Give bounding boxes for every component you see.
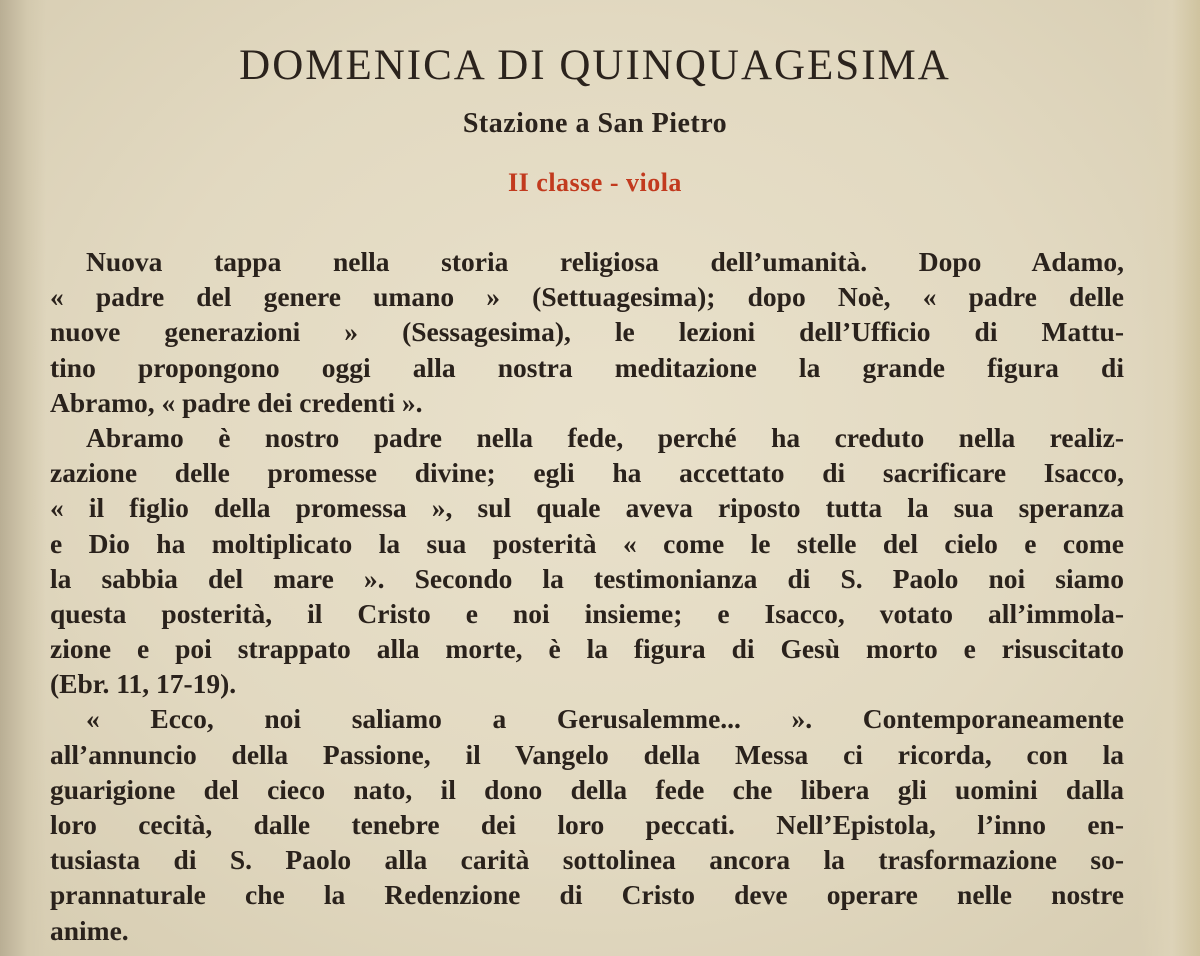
text-line: anime.: [50, 914, 129, 946]
text-line: tusiasta di S. Paolo alla carità sottolinea ancora la trasformazione so-: [50, 844, 1124, 876]
text-line: questa posterità, il Cristo e noi insieme; e Isacco, votato all’immola-: [50, 597, 1124, 629]
liturgical-class-rubric: II classe - viola: [508, 168, 682, 197]
text-line: guarigione del cieco nato, il dono della fede che libera gli uomini dalla: [50, 773, 1124, 805]
text-line: la sabbia del mare ». Secondo la testimonianza di S. Paolo noi siamo: [50, 562, 1124, 594]
text-line: « Ecco, noi saliamo a Gerusalemme... ». Contemporaneamente: [86, 703, 1124, 735]
text-line: nuove generazioni » (Sessagesima), le lezioni dell’Ufficio di Mattu-: [50, 316, 1124, 348]
text-line: prannaturale che la Redenzione di Cristo deve operare nelle nostre: [50, 879, 1124, 911]
text-line: all’annuncio della Passione, il Vangelo della Messa ci ricorda, con la: [50, 738, 1124, 770]
text-line: e Dio ha moltiplicato la sua posterità « come le stelle del cielo e come: [50, 527, 1124, 559]
text-line: zione e poi strappato alla morte, è la figura di Gesù morto e risuscitato: [50, 633, 1124, 665]
body-text: [50, 244, 1124, 948]
text-line: tino propongono oggi alla nostra meditazione la grande figura di: [50, 351, 1124, 383]
text-line: Nuova tappa nella storia religiosa dell’umanità. Dopo Adamo,: [86, 246, 1124, 277]
page-edge-shadow: [1138, 0, 1200, 956]
paragraph-3: [50, 701, 1124, 947]
text-line: loro cecità, dalle tenebre dei loro peccati. Nell’Epistola, l’inno en-: [50, 809, 1124, 840]
text-line: Abramo è nostro padre nella fede, perché ha creduto nella realiz-: [86, 421, 1124, 453]
text-line: Abramo, « padre dei credenti ».: [50, 386, 423, 418]
text-line: « il figlio della promessa », sul quale aveva riposto tutta la sua speranza: [50, 492, 1124, 524]
page-title: DOMENICA DI QUINQUAGESIMA: [239, 42, 951, 89]
paragraph-2: [50, 420, 1124, 702]
text-line: (Ebr. 11, 17-19).: [50, 668, 237, 700]
text-line: « padre del genere umano » (Settuagesima); dopo Noè, « padre delle: [50, 281, 1124, 313]
paragraph-1: [50, 244, 1124, 420]
station-subtitle: Stazione a San Pietro: [462, 108, 728, 139]
page-gutter-shadow: [0, 0, 46, 956]
text-line: zazione delle promesse divine; egli ha accettato di sacrificare Isacco,: [50, 457, 1124, 489]
